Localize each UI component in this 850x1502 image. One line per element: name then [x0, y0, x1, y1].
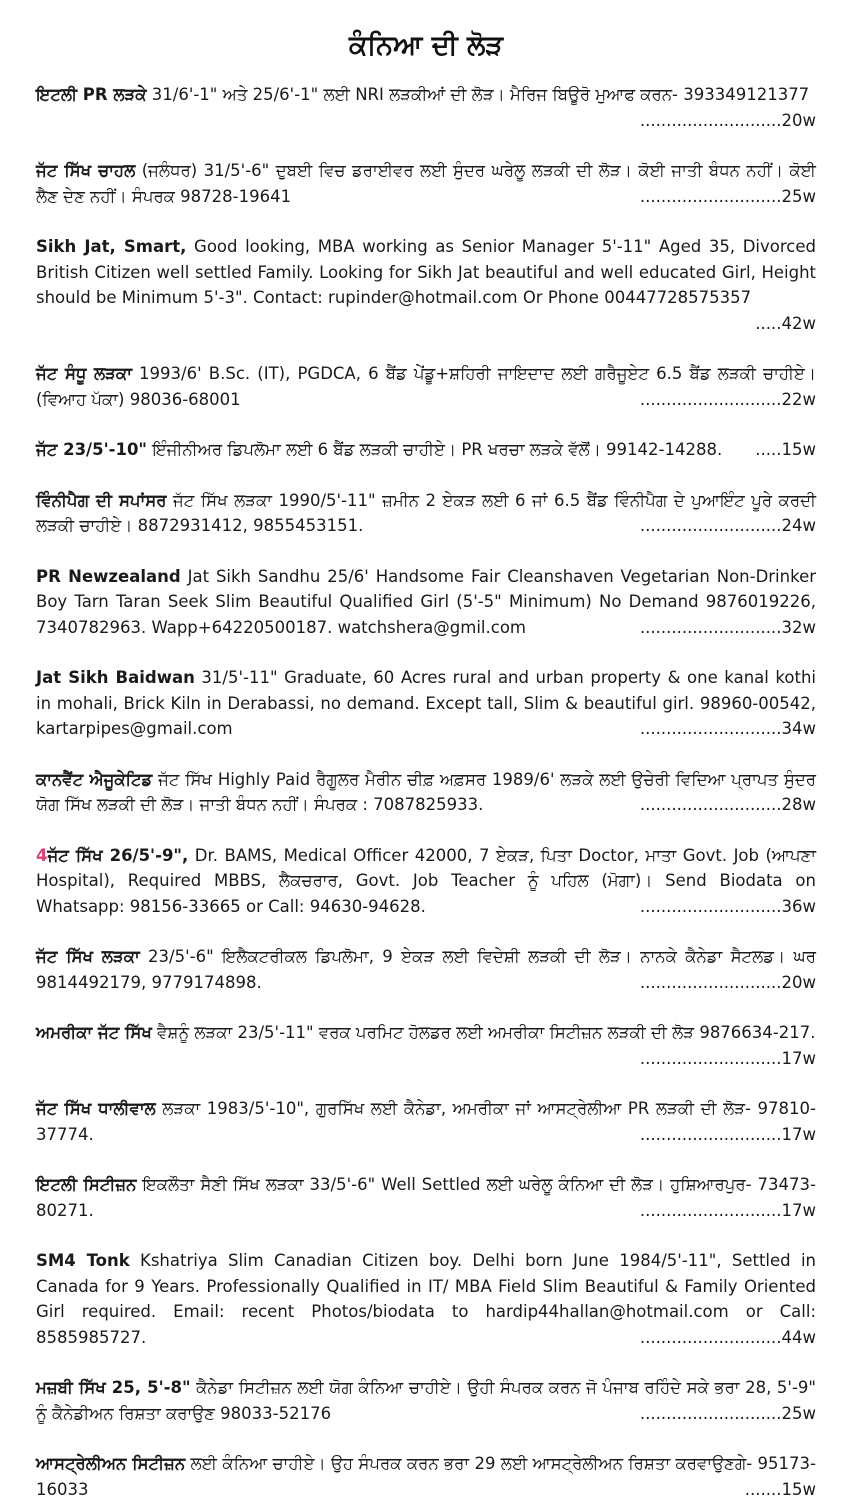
ad-price: .....15w	[755, 437, 816, 463]
ad-heading: ਜੱਟ ਸਿੱਖ 26/5'-9",	[47, 846, 188, 865]
ad-body: 1993/6' B.Sc. (IT), PGDCA, 6 ਬੈਂਡ ਪੇਂਡੂ+ਸ਼ਹਿਰੀ ਜਾਇਦਾਦ ਲਈ ਗਰੈਜੂਏਟ 6.5 ਬੈਂਡ ਲੜਕੀ ਚਾਹੀਏ। (ਵਿਆਹ ਪੱਕਾ) 98036-68001	[36, 364, 816, 409]
ad-body: (ਜਲੰਧਰ) 31/5'-6" ਦੁਬਈ ਵਿਚ ਡਰਾਈਵਰ ਲਈ ਸੁੰਦਰ ਘਰੇਲੂ ਲੜਕੀ ਦੀ ਲੋੜ। ਕੋਈ ਜਾਤੀ ਬੰਧਨ ਨਹੀਂ। ਕੋਈ ਲੈਣ ਦੇਣ ਨਹੀਂ। ਸੰਪਰਕ 98728-19641	[36, 161, 816, 206]
ad-entry	[36, 158, 816, 209]
ad-entry	[36, 361, 816, 412]
ad-price: .......15w	[745, 1477, 816, 1502]
ads-list	[36, 82, 816, 1502]
ad-body: ਜੱਟ ਸਿੱਖ Highly Paid ਰੈਗੂਲਰ ਮੈਰੀਨ ਚੀਫ਼ ਅਫ਼ਸਰ 1989/6' ਲੜਕੇ ਲਈ ਉਚੇਰੀ ਵਿਦਿਆ ਪ੍ਰਾਪਤ ਸੁੰਦਰ ਯੋਗ ਸਿੱਖ ਲੜਕੀ ਦੀ ਲੋੜ। ਜਾਤੀ ਬੰਧਨ ਨਹੀਂ। ਸੰਪਰਕ : 7087825933.	[36, 770, 816, 815]
ad-entry	[36, 82, 816, 133]
ad-body: ਇੰਜੀਨੀਅਰ ਡਿਪਲੋਮਾ ਲਈ 6 ਬੈਂਡ ਲੜਕੀ ਚਾਹੀਏ। PR ਖਰਚਾ ਲੜਕੇ ਵੱਲੋਂ। 99142-14288.	[147, 440, 722, 459]
ad-heading: ਇਟਲੀ ਸਿਟੀਜ਼ਨ	[36, 1175, 136, 1194]
ad-heading: PR Newzealand	[36, 567, 181, 586]
ad-price: ...........................20w	[640, 970, 816, 996]
ad-entry	[36, 944, 816, 995]
ad-heading: ਮਜ਼ਬੀ ਸਿੱਖ 25, 5'-8"	[36, 1378, 191, 1397]
ad-entry	[36, 1020, 816, 1071]
ad-heading: ਜੱਟ 23/5'-10"	[36, 440, 147, 459]
ad-entry	[36, 767, 816, 818]
ad-entry	[36, 234, 816, 336]
ad-heading: ਜੱਟ ਸਿੱਖ ਧਾਲੀਵਾਲ	[36, 1099, 156, 1118]
ad-body: ਵੈਸ਼ਨੂੰ ਲੜਕਾ 23/5'-11" ਵਰਕ ਪਰਮਿਟ ਹੋਲਡਰ ਲਈ ਅਮਰੀਕਾ ਸਿਟੀਜ਼ਨ ਲੜਕੀ ਦੀ ਲੋੜ 9876634-217.	[152, 1023, 816, 1042]
ad-entry	[36, 665, 816, 742]
ad-entry	[36, 1096, 816, 1147]
ad-heading: ਕਾਨਵੈਂਟ ਐਜੂਕੇਟਿਡ	[36, 770, 152, 789]
ad-entry	[36, 437, 816, 463]
ad-body: ਇਕਲੌਤਾ ਸੈਣੀ ਸਿੱਖ ਲੜਕਾ 33/5'-6" Well Settled ਲਈ ਘਰੇਲੂ ਕੰਨਿਆ ਦੀ ਲੋੜ। ਹੁਸ਼ਿਆਰਪੁਰ- 73473-80271.	[36, 1175, 816, 1220]
ad-heading: ਇਟਲੀ PR ਲੜਕੇ	[36, 85, 147, 104]
ad-body: ਲੜਕਾ 1983/5'-10", ਗੁਰਸਿੱਖ ਲਈ ਕੈਨੇਡਾ, ਅਮਰੀਕਾ ਜਾਂ ਆਸਟ੍ਰੇਲੀਆ PR ਲੜਕੀ ਦੀ ਲੋੜ- 97810-37774.	[36, 1099, 816, 1144]
ad-heading: ਆਸਟ੍ਰੇਲੀਅਨ ਸਿਟੀਜ਼ਨ	[36, 1454, 185, 1473]
ad-heading: Jat Sikh Baidwan	[36, 668, 195, 687]
ad-price: ...........................28w	[640, 792, 816, 818]
ad-body: 31/5'-11" Graduate, 60 Acres rural and urban property & one kanal kothi in mohali, Brick Kiln in Derabassi, no demand. Except tall, Slim & beautiful girl. 98960-00542, kartarpipes@gmail.com	[36, 668, 816, 738]
ad-price: ...........................25w	[640, 1401, 816, 1427]
ad-price: ...........................32w	[640, 615, 816, 641]
ad-body: ਕੈਨੇਡਾ ਸਿਟੀਜ਼ਨ ਲਈ ਯੋਗ ਕੰਨਿਆ ਚਾਹੀਏ। ਉਹੀ ਸੰਪਰਕ ਕਰਨ ਜੋ ਪੰਜਾਬ ਰਹਿੰਦੇ ਸਕੇ ਭਰਾ 28, 5'-9" ਨੂੰ ਕੈਨੇਡੀਅਨ ਰਿਸ਼ਤਾ ਕਰਾਉਣ 98033-52176	[36, 1378, 816, 1423]
ad-heading: ਜੱਟ ਸਿੱਖ ਲੜਕਾ	[36, 947, 140, 966]
ad-entry	[36, 1375, 816, 1426]
ad-price: ...........................22w	[640, 387, 816, 413]
ad-price: ...........................44w	[640, 1325, 816, 1351]
ad-body: Jat Sikh Sandhu 25/6' Handsome Fair Cleanshaven Vegetarian Non-Drinker Boy Tarn Taran Seek Slim Beautiful Qualified Girl (5'-5" Minimum) No Demand 9876019226, 7340782963. Wapp+64220500187. watchshera@gmil.com	[36, 567, 816, 637]
ad-entry	[36, 843, 816, 920]
ad-price: ...........................17w	[640, 1046, 816, 1072]
ad-body: ਲਈ ਕੰਨਿਆ ਚਾਹੀਏ। ਉਹ ਸੰਪਰਕ ਕਰਨ ਭਰਾ 29 ਲਈ ਆਸਟ੍ਰੇਲੀਅਨ ਰਿਸ਼ਤਾ ਕਰਵਾਉਣਗੇ- 95173-16033	[36, 1454, 816, 1499]
ad-body: Good looking, MBA working as Senior Manager 5'-11" Aged 35, Divorced British Citizen well settled Family. Looking for Sikh Jat beautiful and well educated Girl, Height should be Minimum 5'-3". Contact: rupinder@hotmail.com Or Phone 00447728575357	[36, 237, 816, 307]
ad-mark: 4	[36, 846, 47, 865]
ad-price: .....42w	[755, 311, 816, 337]
ad-price: ...........................17w	[640, 1122, 816, 1148]
ad-body: ਜੱਟ ਸਿੱਖ ਲੜਕਾ 1990/5'-11" ਜ਼ਮੀਨ 2 ਏਕੜ ਲਈ 6 ਜਾਂ 6.5 ਬੈਂਡ ਵਿੰਨੀਪੈਗ ਦੇ ਪੁਆਇੰਟ ਪੂਰੇ ਕਰਦੀ ਲੜਕੀ ਚਾਹੀਏ। 8872931412, 9855453151.	[36, 491, 816, 536]
ad-entry	[36, 488, 816, 539]
ad-body: 23/5'-6" ਇਲੈਕਟਰੀਕਲ ਡਿਪਲੋਮਾ, 9 ਏਕੜ ਲਈ ਵਿਦੇਸ਼ੀ ਲੜਕੀ ਦੀ ਲੋੜ। ਨਾਨਕੇ ਕੈਨੇਡਾ ਸੈਟਲਡ। ਘਰ 9814492179, 9779174898.	[36, 947, 816, 992]
ad-price: ...........................25w	[640, 184, 816, 210]
ad-heading: SM4 Tonk	[36, 1251, 130, 1270]
ad-heading: Sikh Jat, Smart,	[36, 237, 186, 256]
ad-entry	[36, 1172, 816, 1223]
ad-price: ...........................34w	[640, 716, 816, 742]
ad-entry	[36, 1451, 816, 1502]
ad-heading: ਅਮਰੀਕਾ ਜੱਟ ਸਿੱਖ	[36, 1023, 152, 1042]
ad-price: ...........................17w	[640, 1198, 816, 1224]
ad-heading: ਜੱਟ ਸਿੱਖ ਚਾਹਲ	[36, 161, 135, 180]
ad-heading: ਜੱਟ ਸੰਧੂ ਲੜਕਾ	[36, 364, 132, 383]
ad-entry	[36, 564, 816, 641]
ad-body: 31/6'-1" ਅਤੇ 25/6'-1" ਲਈ NRI ਲੜਕੀਆਂ ਦੀ ਲੋੜ। ਮੈਰਿਜ ਬਿਊਰੋ ਮੁਆਫ ਕਰਨ- 393349121377	[147, 85, 810, 104]
ad-body: Kshatriya Slim Canadian Citizen boy. Delhi born June 1984/5'-11", Settled in Canada for 9 Years. Professionally Qualified in IT/ MBA Field Slim Beautiful & Family Oriented Girl required. Email: recent Photos/biodata to hardip44hallan@hotmail.com or Call: 8585985727.	[36, 1251, 816, 1347]
ad-entry	[36, 1248, 816, 1350]
ad-price: ...........................36w	[640, 894, 816, 920]
ad-price: ...........................20w	[640, 108, 816, 134]
ad-heading: ਵਿੰਨੀਪੈਗ ਦੀ ਸਪਾਂਸਰ	[36, 491, 166, 510]
page-title: ਕੰਨਿਆ ਦੀ ਲੋੜ	[36, 30, 816, 62]
ad-body: Dr. BAMS, Medical Officer 42000, 7 ਏਕੜ, ਪਿਤਾ Doctor, ਮਾਤਾ Govt. Job (ਆਪਣਾ Hospital), Required MBBS, ਲੈਕਚਰਾਰ, Govt. Job Teacher ਨੂੰ ਪਹਿਲ (ਮੋਗਾ)। Send Biodata on Whatsapp: 98156-33665 or Call: 94630-94628.	[36, 846, 816, 916]
ad-price: ...........................24w	[640, 513, 816, 539]
